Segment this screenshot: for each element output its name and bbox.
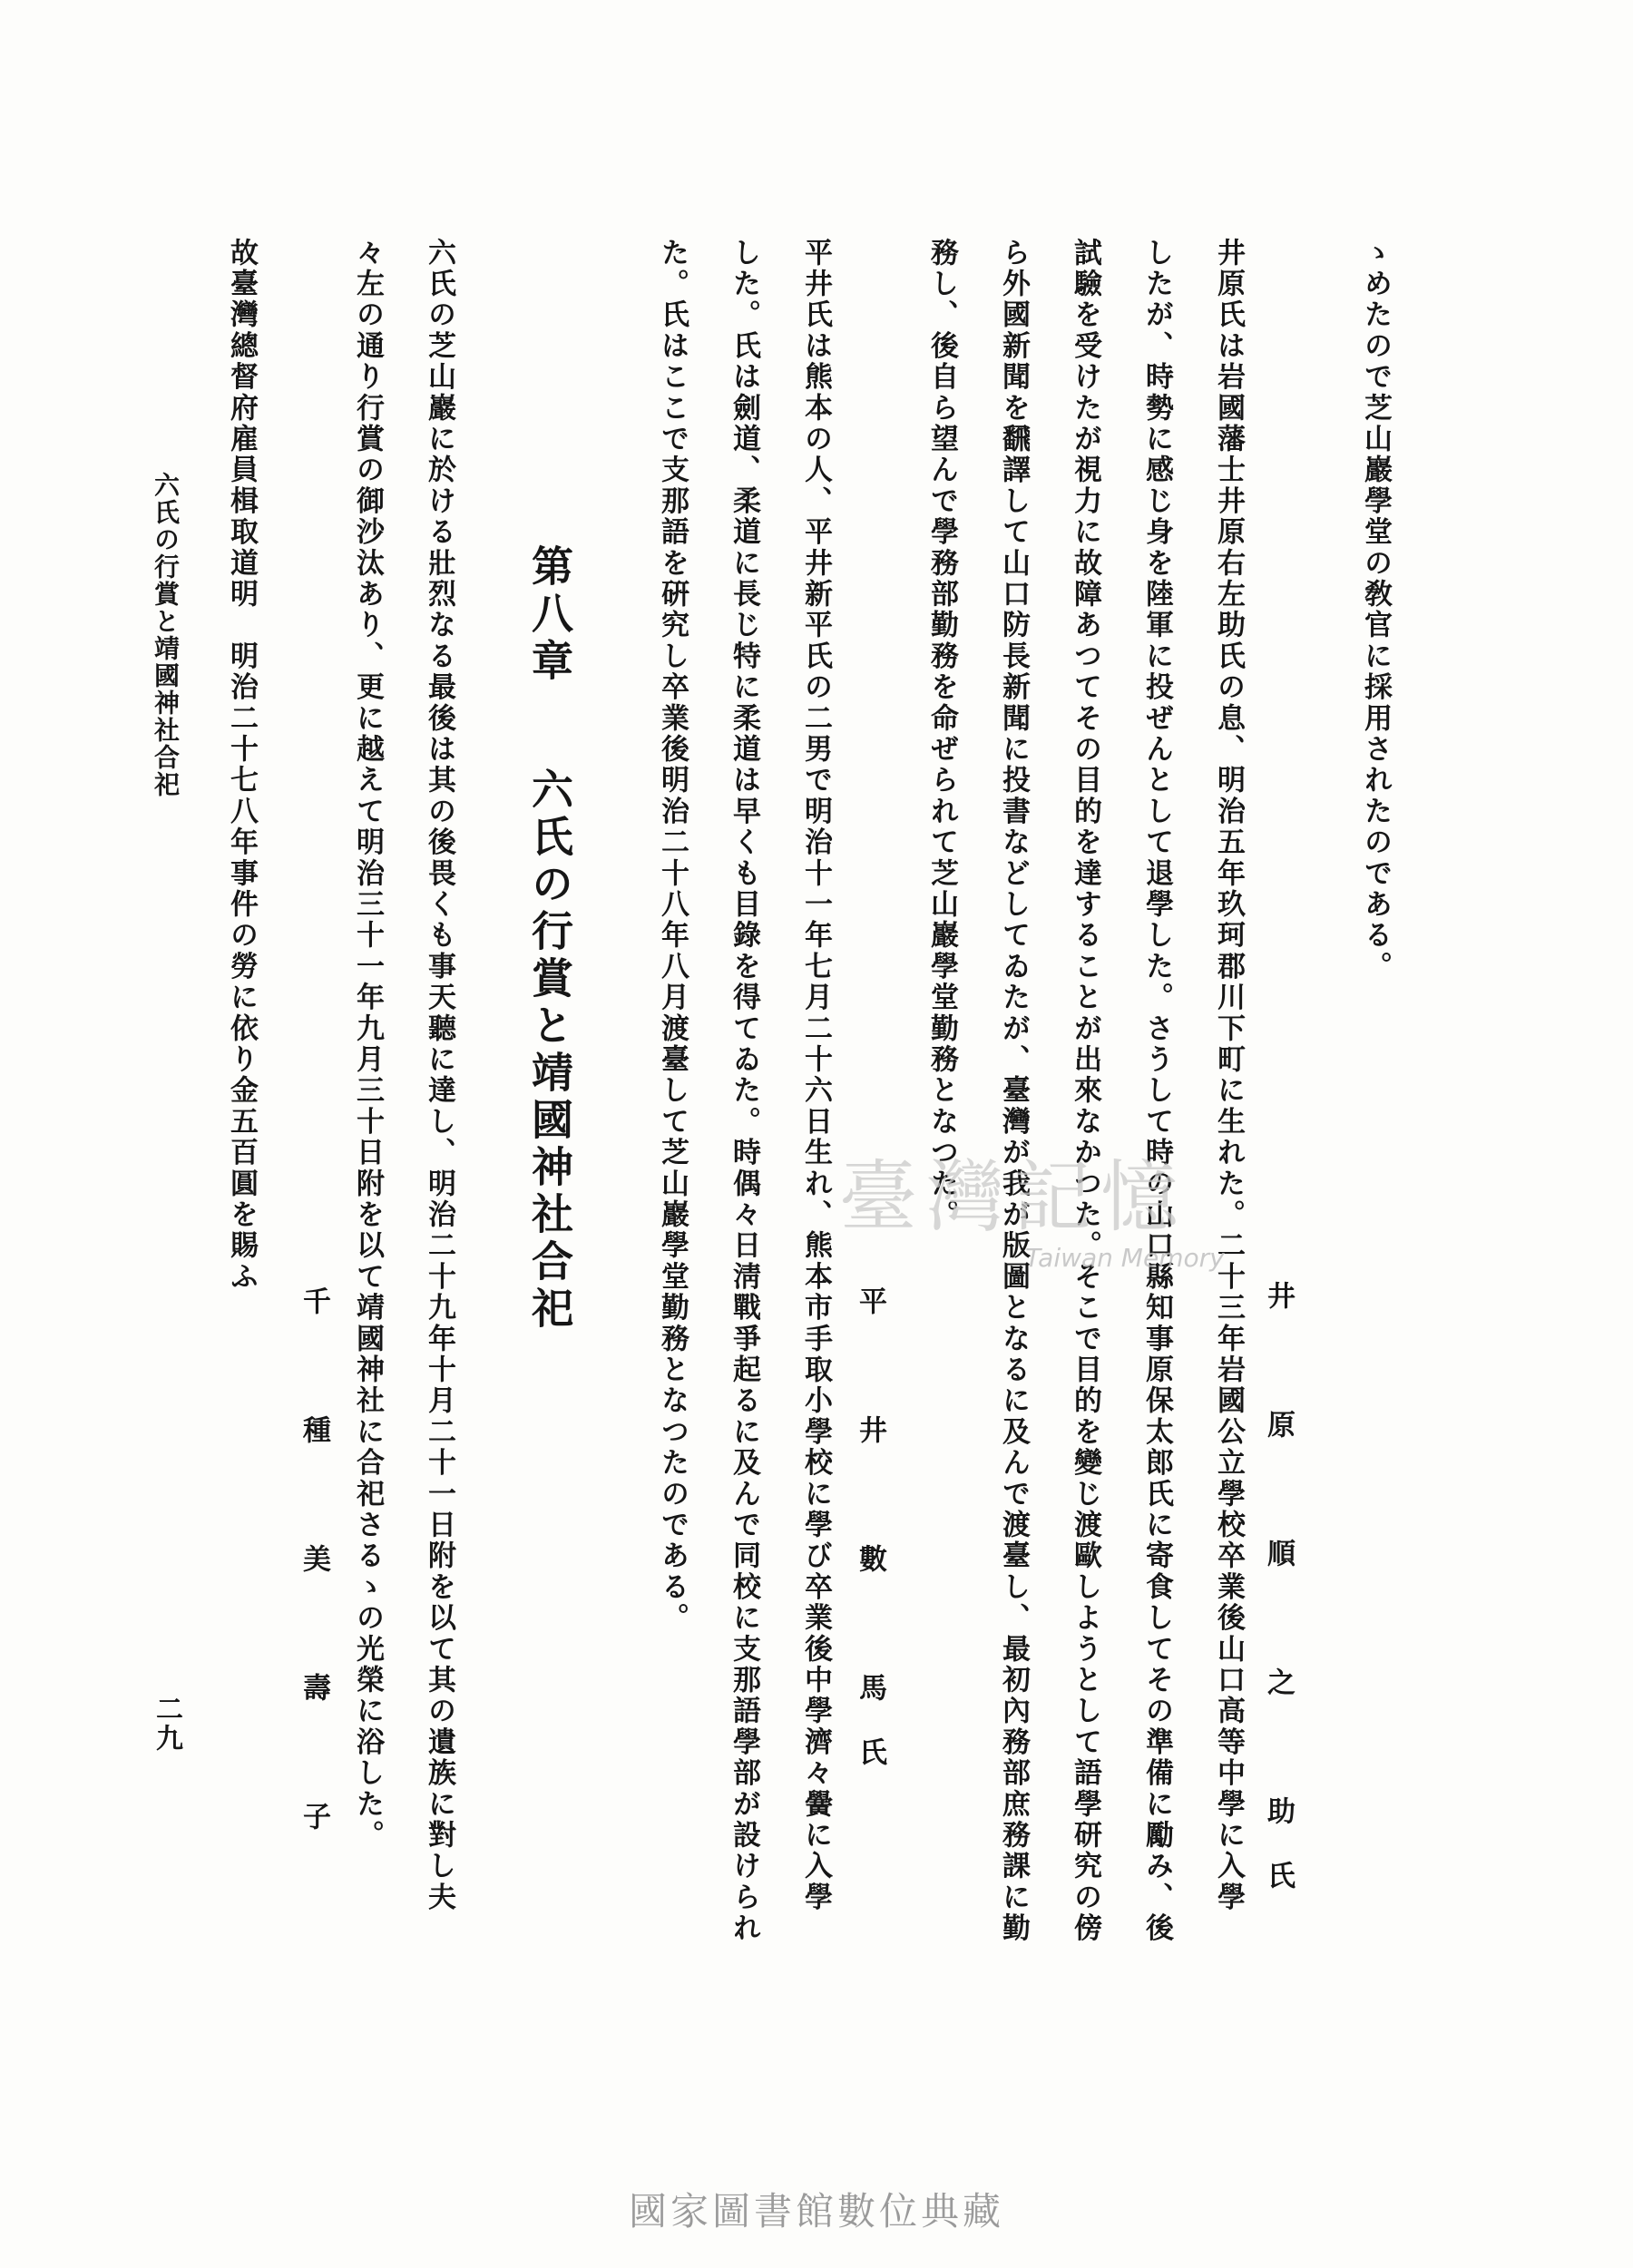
text-column-11: た。氏はここで支那語を硏究し卒業後明治二十八年八月渡臺して芝山巖學堂勤務となつたのである。: [656, 238, 689, 1634]
watermark-logo: 臺灣記憶: [839, 1152, 1188, 1243]
page-number: 二九: [151, 1695, 182, 1753]
text-column-5: 試驗を受けたが視力に故障あつてその目的を達することが出來なかつた。そこで目的を變じ渡歐しようとして語學研究の傍: [1069, 238, 1101, 1944]
watermark-subtitle: Taiwan Memory: [1025, 1243, 1225, 1273]
person-name-hirai: 平 井 數 馬氏: [854, 1286, 886, 1802]
text-column-1: ゝめたので芝山巖學堂の敎官に採用されたのである。: [1359, 238, 1392, 982]
text-column-10: した。氏は劍道、柔道に長じ特に柔道は早くも目錄を得てゐた。時偶々日淸戰爭起るに及んで同校に支那語學部が設けられ: [728, 238, 760, 1944]
text-column-4: したが、時勢に感じ身を陸軍に投ぜんとして退學した。さうして時の山口縣知事原保太郎氏に寄食してその準備に勵み、後: [1140, 238, 1173, 1944]
chapter-title: 六氏の行賞と靖國神社合祀: [525, 767, 574, 1334]
text-column-3: 井原氏は岩國藩士井原右左助氏の息、明治五年玖珂郡川下町に生れた。二十三年岩國公立學校卒業後山口高等中學に入學: [1212, 238, 1245, 1913]
text-column-6: ら外國新聞を飜譯して山口防長新聞に投書などしてゐたが、臺灣が我が版圖となるに及んで渡臺し、最初內務部庶務課に勤: [997, 238, 1030, 1944]
text-column-9: 平井氏は熊本の人、平井新平氏の二男で明治十一年七月二十六日生れ、熊本市手取小學校に學び卒業後中學濟々黌に入學: [799, 238, 832, 1913]
person-name-chigusa: 千 種 美 壽 子: [298, 1286, 330, 1866]
footer-archive-label: 國家圖書館數位典藏: [628, 2189, 1004, 2234]
text-column-16: 故臺灣總督府雇員楫取道明 明治二十七八年事件の勞に依り金五百圓を賜ふ: [225, 238, 258, 1293]
running-head: 六氏の行賞と靖國神社合祀: [151, 472, 181, 798]
text-column-14: 々左の通り行賞の御沙汰あり、更に越えて明治三十一年九月三十日附を以て靖國神社に合祀さるゝの光榮に浴した。: [351, 238, 384, 1852]
chapter-number: 第八章: [525, 544, 574, 686]
person-name-ihara: 井 原 順 之 助氏: [1262, 1281, 1295, 1925]
text-column-7: 務し、後自ら望んで學務部勤務を命ぜられて芝山巖學堂勤務となつた。: [925, 238, 958, 1231]
text-column-13: 六氏の芝山巖に於ける壯烈なる最後は其の後畏くも事天聽に達し、明治二十九年十月二十一日附を以て其の遺族に對し夫: [423, 238, 455, 1913]
chapter-heading: [525, 544, 574, 1334]
